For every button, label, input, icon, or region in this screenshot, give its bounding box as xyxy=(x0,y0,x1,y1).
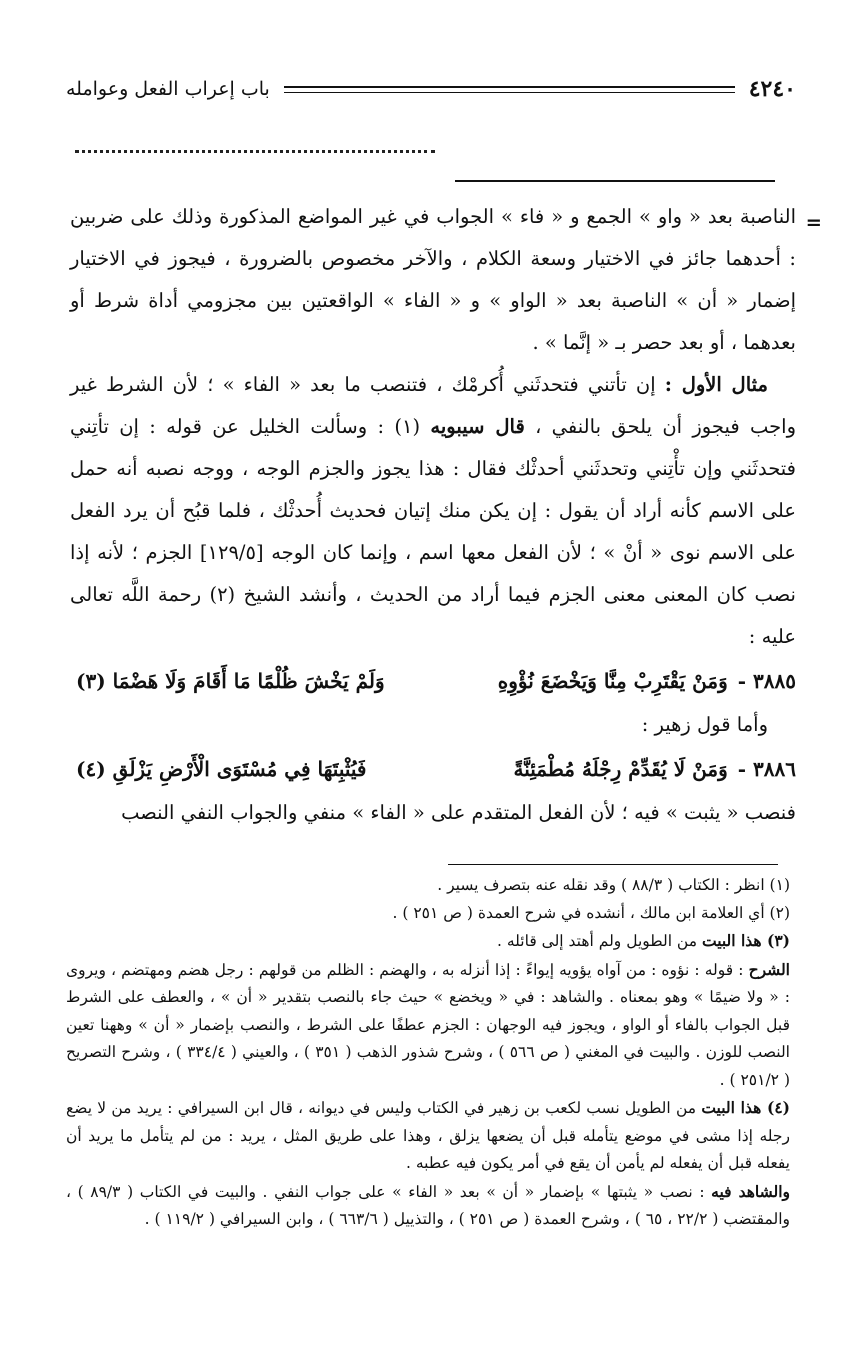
evidence-text: : نصب « يثبتها » بإضمار « أن » بعد « الفاء » على جواب النفي . والبيت في الكتاب ( ٨٩/٣ ) ، والمقتضب ( ٢٢/٢ ، ٦٥ ) ، وشرح العمدة ( ص ٢٥١ ) ، والتذييل ( ٦٦٣/٦ ) ، وابن السيرافي ( ١١٩/٢ ) . xyxy=(66,1182,790,1228)
page-number: ٤٢٤٠ xyxy=(748,76,796,102)
verse-hemistich-1: وَمَنْ يَقْتَرِبْ مِنَّا وَيَخْضَعَ نُؤْوِهِ xyxy=(497,669,728,693)
dotted-divider xyxy=(75,150,435,153)
verse-hemistich-2: فَيُثْبِتَهَا فِي مُسْتَوَى الْأَرْضِ يَزْلَقِ (٤) xyxy=(76,757,367,781)
paragraph-2-part-b: : وسألت الخليل عن قوله : إن تأتِني فتحدثَني وإن تأْتِني وتحدثَني أحدثْك فقال : هذا يجوز والجزم الوجه ، ووجه نصبه أنه حمل على الاسم كأنه أراد أن يقول : إن يكن منك إتيان فحديث أُحدثْك ، فلما قبُح أن يرد الفعل على الاسم نوى « أنْ » ؛ لأن الفعل معها اسم ، وإنما كان الوجه [١٢٩/٥] الجزم ؛ لأنه إذا نصب كان المعنى معنى الجزم فيما أراد من الحديث ، وأنشد الشيخ (٢) رحمة اللَّه تعالى عليه : xyxy=(70,415,796,648)
footnote-3 xyxy=(66,927,790,956)
verse-3886 xyxy=(70,746,796,792)
footnote-ref-1: (١) xyxy=(384,415,431,438)
chapter-title: باب إعراب الفعل وعوامله xyxy=(66,78,270,100)
paragraph-2-part-a: إن تأتني فتحدثَني أُكرمْك ، فتنصب ما بعد « الفاء » ؛ لأن الشرط غير واجب فيجوز أن يلحق بالنفي ، xyxy=(70,373,797,438)
footnotes xyxy=(66,872,790,1234)
footnote-4 xyxy=(66,1094,790,1178)
paragraph-4: فنصب « يثبت » فيه ؛ لأن الفعل المتقدم على « الفاء » منفي والجواب النفي النصب xyxy=(121,801,796,824)
verse-hemistich-2: وَلَمْ يَخْشَ ظُلْمًا مَا أَقَامَ وَلَا هَضْمَا (٣) xyxy=(76,669,385,693)
page-header xyxy=(66,76,796,102)
footnote-3-lead: (٣) هذا البيت xyxy=(701,931,790,950)
verse-hemistich-1: وَمَنْ لَا يُقَدِّمْ رِجْلَهُ مُطْمَئِنَّةً xyxy=(513,757,728,781)
footnote-1: (١) انظر : الكتاب ( ٨٨/٣ ) وقد نقله عنه بتصرف يسير . xyxy=(437,876,790,894)
evidence-lead: والشاهد فيه xyxy=(711,1181,791,1201)
continuation-mark: = xyxy=(805,211,822,234)
footnote-2: (٢) أي العلامة ابن مالك ، أنشده في شرح العمدة ( ص ٢٥١ ) . xyxy=(392,903,790,922)
footnote-separator xyxy=(448,864,778,865)
footnote-4-evidence xyxy=(66,1178,790,1234)
verse-3885 xyxy=(70,658,796,704)
example-lead: مثال الأول : xyxy=(664,373,768,396)
top-rule xyxy=(455,180,775,182)
footnote-3-text: من الطويل ولم أهتد إلى قائله . xyxy=(496,932,702,950)
footnote-3-commentary xyxy=(66,956,790,1095)
paragraph-2 xyxy=(70,364,796,658)
header-rule xyxy=(284,86,735,93)
commentary-lead: الشرح xyxy=(748,959,790,979)
paragraph-3: وأما قول زهير : xyxy=(641,713,768,736)
verse-number: ٣٨٨٦ - xyxy=(737,757,796,781)
footnote-4-text: من الطويل نسب لكعب بن زهير في الكتاب وليس في ديوانه ، قال ابن السيرافي : يريد من لا يضع رجله إذا مشى في موضع يتأمله قبل أن يضعها يزلق ، وهذا على طريق المثل ، يريد : من لم يتأمل ما يريد أن يفعله قبل أن يفعله لم يأمن أن يقع في أمر يكون فيه عطبه . xyxy=(66,1099,790,1172)
footnote-4-lead: (٤) هذا البيت xyxy=(701,1098,790,1117)
paragraph-1: الناصبة بعد « واو » الجمع و « فاء » الجواب في غير المواضع المذكورة وذلك على ضربين : أحدهما جائز في الاختيار وسعة الكلام ، والآخر مخصوص بالضرورة ، فيجوز في الاختيار إضمار « أن » الناصبة بعد « الواو » و « الفاء » الواقعتين بين مجزومي أداة شرط أو بعدهما ، أو بعد حصر بـ « إنَّما » . xyxy=(70,205,796,354)
main-text xyxy=(70,196,822,834)
commentary-text: : قوله : نؤوه : من آواه يؤويه إيواءً : إذا أنزله به ، والهضم : الظلم من قولهم : رجل هضم ومهتضم ، ويروى : « ولا ضيمًا » وهو بمعناه . والشاهد : في « ويخضع » حيث جاء بالنصب بتقدير « أن » ، والعطف على الشرط قبل الجواب بالفاء أو الواو ، ويجوز فيه الوجهان : الجزم عطفًا على الشرط ، والنصب بإضمار « أن » وههنا تعين النصب للوزن . والبيت في المغني ( ص ٥٦٦ ) ، وشرح شذور الذهب ( ٣٥١ ) ، والعيني ( ٣٣٤/٤ ) ، وشرح التصريح ( ٢٥١/٢ ) . xyxy=(66,960,790,1089)
sibawayh-citation: قال سيبويه xyxy=(430,415,525,438)
verse-number: ٣٨٨٥ - xyxy=(737,669,796,693)
